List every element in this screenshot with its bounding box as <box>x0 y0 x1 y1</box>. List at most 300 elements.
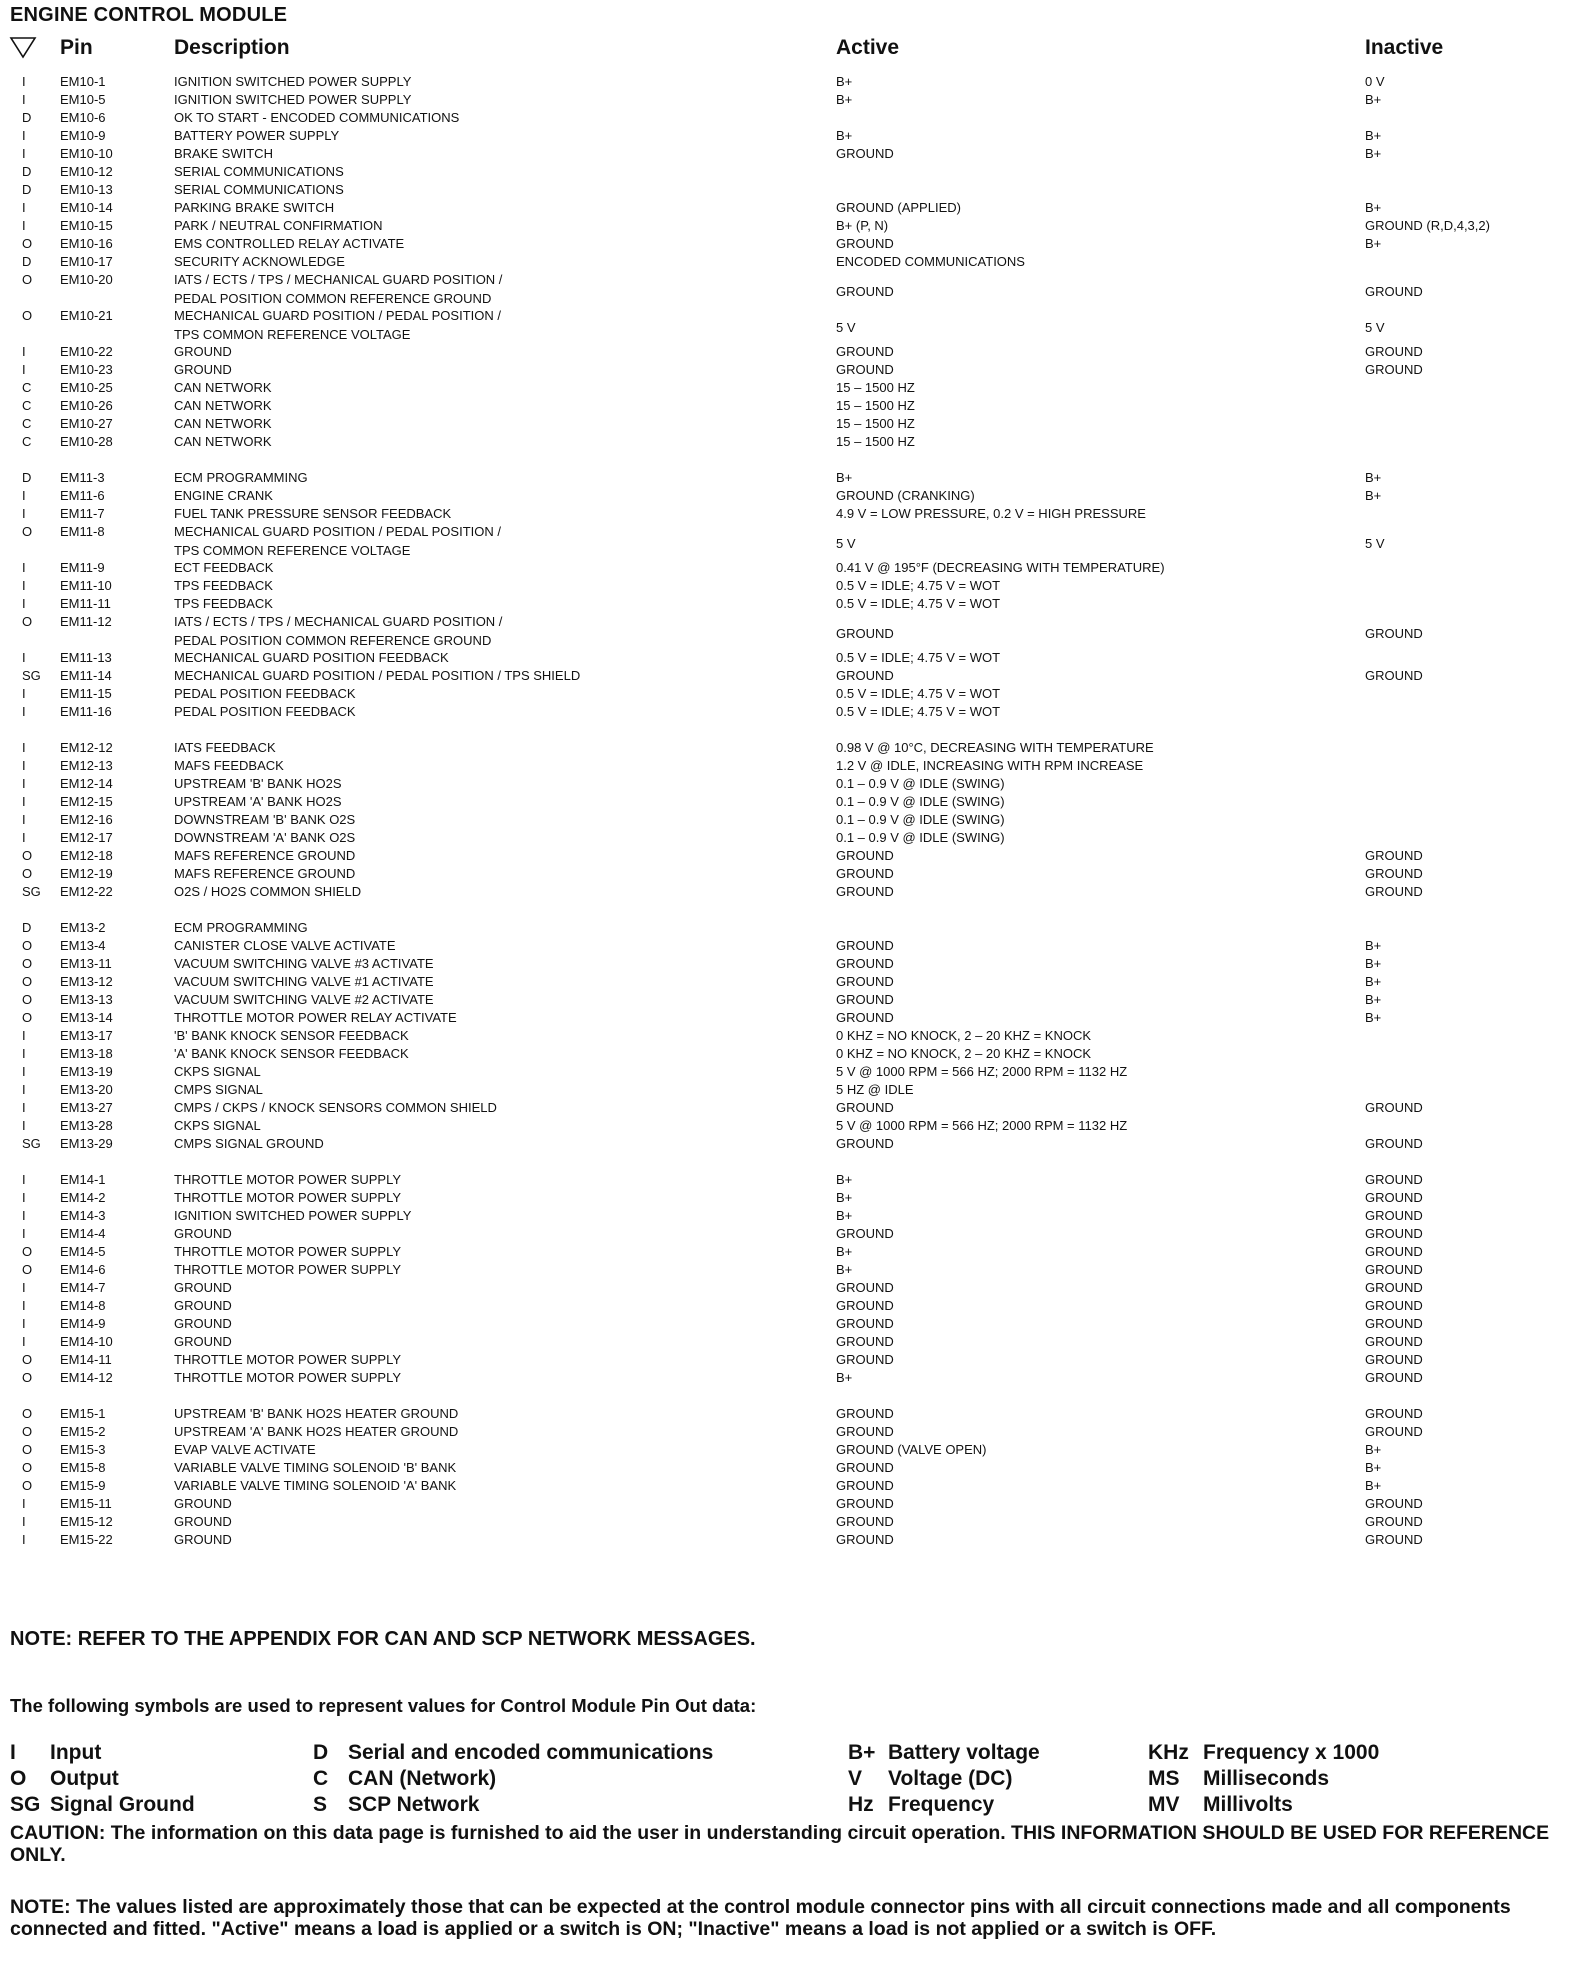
table-row <box>8 270 1578 306</box>
pin-description: PARK / NEUTRAL CONFIRMATION <box>174 218 383 233</box>
pin-type: O <box>22 1424 33 1439</box>
table-row <box>8 1188 1578 1206</box>
legend-item <box>313 1766 713 1792</box>
table-row <box>8 828 1578 846</box>
pin-type: O <box>22 614 33 629</box>
pin-id: EM10-1 <box>60 74 106 89</box>
table-row <box>8 72 1578 90</box>
pin-id: EM14-4 <box>60 1226 106 1241</box>
pin-type: D <box>22 182 32 197</box>
table-row <box>8 648 1578 666</box>
pin-active: 0.1 – 0.9 V @ IDLE (SWING) <box>836 830 1005 845</box>
table-row <box>8 1044 1578 1062</box>
pin-type: D <box>22 164 32 179</box>
header-active: Active <box>836 36 900 59</box>
pin-active: GROUND <box>836 146 894 161</box>
pin-inactive: GROUND <box>1365 848 1423 863</box>
legend-item <box>1148 1766 1379 1792</box>
pin-id: EM10-13 <box>60 182 113 197</box>
pin-inactive: 0 V <box>1365 74 1385 89</box>
pin-id: EM12-13 <box>60 758 113 773</box>
pin-id: EM12-19 <box>60 866 113 881</box>
pin-id: EM10-26 <box>60 398 113 413</box>
pin-type: D <box>22 254 32 269</box>
pin-active: 15 – 1500 HZ <box>836 434 915 449</box>
pin-inactive: 5 V <box>1365 320 1385 335</box>
pin-id: EM13-4 <box>60 938 106 953</box>
pin-type: SG <box>22 1136 41 1151</box>
pin-active: 0 KHZ = NO KNOCK, 2 – 20 KHZ = KNOCK <box>836 1046 1092 1061</box>
pin-active: 15 – 1500 HZ <box>836 380 915 395</box>
pin-id: EM15-11 <box>60 1496 112 1511</box>
pin-description: DOWNSTREAM 'B' BANK O2S <box>174 812 356 827</box>
legend-symbol: I <box>10 1741 16 1764</box>
pin-type: I <box>22 1064 26 1079</box>
pin-active: 5 V @ 1000 RPM = 566 HZ; 2000 RPM = 1132 HZ <box>836 1064 1128 1079</box>
pin-inactive: GROUND <box>1365 1190 1423 1205</box>
legend-item <box>10 1766 195 1792</box>
pin-description: VARIABLE VALVE TIMING SOLENOID 'B' BANK <box>174 1460 457 1475</box>
pin-inactive: GROUND <box>1365 1370 1423 1385</box>
pin-active: GROUND <box>836 884 894 899</box>
pin-inactive: GROUND <box>1365 1496 1423 1511</box>
pin-active: GROUND <box>836 992 894 1007</box>
pin-active: 4.9 V = LOW PRESSURE, 0.2 V = HIGH PRESSURE <box>836 506 1146 521</box>
pin-description: GROUND <box>174 1334 232 1349</box>
pin-active: B+ <box>836 1262 853 1277</box>
pin-id: EM15-2 <box>60 1424 106 1439</box>
pin-active: GROUND <box>836 626 894 641</box>
header-pin: Pin <box>60 36 93 59</box>
pin-id: EM10-12 <box>60 164 113 179</box>
pin-active: B+ <box>836 128 853 143</box>
pin-active: GROUND <box>836 866 894 881</box>
table-row <box>8 972 1578 990</box>
pin-type: I <box>22 1208 26 1223</box>
pin-type: I <box>22 1514 26 1529</box>
pin-id: EM13-2 <box>60 920 106 935</box>
pin-id: EM13-19 <box>60 1064 113 1079</box>
pin-inactive: B+ <box>1365 128 1382 143</box>
legend-column <box>848 1740 1040 1818</box>
pin-id: EM14-3 <box>60 1208 106 1223</box>
table-row <box>8 1512 1578 1530</box>
pin-id: EM14-2 <box>60 1190 106 1205</box>
pin-type: I <box>22 1316 26 1331</box>
pin-active: GROUND <box>836 1298 894 1313</box>
symbols-intro: The following symbols are used to represent values for Control Module Pin Out data: <box>10 1695 757 1716</box>
table-row <box>8 684 1578 702</box>
pin-inactive: GROUND <box>1365 344 1423 359</box>
pin-description: CAN NETWORK <box>174 380 272 395</box>
table-row <box>8 702 1578 720</box>
pin-description: MAFS FEEDBACK <box>174 758 284 773</box>
pin-id: EM10-9 <box>60 128 106 143</box>
pin-id: EM10-20 <box>60 272 113 287</box>
pin-type: I <box>22 1190 26 1205</box>
legend-meaning: Serial and encoded communications <box>348 1741 714 1764</box>
legend-column <box>10 1740 195 1818</box>
pin-type: I <box>22 92 26 107</box>
table-row <box>8 378 1578 396</box>
pin-id: EM10-22 <box>60 344 113 359</box>
pin-description: PARKING BRAKE SWITCH <box>174 200 335 215</box>
pin-description: BATTERY POWER SUPPLY <box>174 128 340 143</box>
pin-description: GROUND <box>174 1280 232 1295</box>
pin-type: O <box>22 1244 33 1259</box>
pin-active: GROUND <box>836 1316 894 1331</box>
pin-active: GROUND <box>836 1280 894 1295</box>
pin-inactive: B+ <box>1365 470 1382 485</box>
pin-id: EM15-3 <box>60 1442 106 1457</box>
pin-inactive: B+ <box>1365 938 1382 953</box>
pin-active: GROUND <box>836 1478 894 1493</box>
pin-active: GROUND <box>836 236 894 251</box>
pin-id: EM11-3 <box>60 470 105 485</box>
legend-meaning: Milliseconds <box>1203 1767 1330 1790</box>
pin-inactive: GROUND <box>1365 1226 1423 1241</box>
caution-text: CAUTION: The information on this data page is furnished to aid the user in understanding circuit operation. THIS INFORMATION SHOULD BE USED FOR REFERENCE ONLY. <box>10 1822 1550 1866</box>
pin-type: D <box>22 470 32 485</box>
pin-description: UPSTREAM 'A' BANK HO2S HEATER GROUND <box>174 1424 459 1439</box>
table-row <box>8 576 1578 594</box>
legend-symbol: SG <box>10 1793 41 1816</box>
pin-type: D <box>22 920 32 935</box>
pin-type: C <box>22 398 32 413</box>
pin-id: EM14-6 <box>60 1262 106 1277</box>
table-row <box>8 522 1578 558</box>
pin-type: C <box>22 380 32 395</box>
pin-type: O <box>22 992 33 1007</box>
pin-description: 'A' BANK KNOCK SENSOR FEEDBACK <box>174 1046 409 1061</box>
header-description: Description <box>174 36 290 59</box>
pin-active: 0.1 – 0.9 V @ IDLE (SWING) <box>836 794 1005 809</box>
pin-active: 0.1 – 0.9 V @ IDLE (SWING) <box>836 776 1005 791</box>
pin-id: EM11-14 <box>60 668 112 683</box>
table-row <box>8 1440 1578 1458</box>
pin-description: CMPS / CKPS / KNOCK SENSORS COMMON SHIELD <box>174 1100 497 1115</box>
pin-active: 0.41 V @ 195°F (DECREASING WITH TEMPERATURE) <box>836 560 1165 575</box>
table-row <box>8 468 1578 486</box>
pin-type: I <box>22 830 26 845</box>
pin-id: EM14-12 <box>60 1370 113 1385</box>
pin-id: EM11-15 <box>60 686 112 701</box>
pin-active: 5 HZ @ IDLE <box>836 1082 914 1097</box>
pin-inactive: GROUND <box>1365 1100 1423 1115</box>
pin-inactive: B+ <box>1365 1010 1382 1025</box>
table-row <box>8 882 1578 900</box>
pin-type: I <box>22 1082 26 1097</box>
pin-id: EM12-15 <box>60 794 113 809</box>
legend-meaning: Frequency x 1000 <box>1203 1741 1380 1764</box>
table-row <box>8 414 1578 432</box>
pin-inactive: GROUND <box>1365 1352 1423 1367</box>
pin-id: EM15-1 <box>60 1406 106 1421</box>
legend-meaning: SCP Network <box>348 1793 480 1816</box>
pin-active: 0.5 V = IDLE; 4.75 V = WOT <box>836 650 1001 665</box>
pin-type: I <box>22 1172 26 1187</box>
pin-active: GROUND <box>836 1460 894 1475</box>
pin-id: EM10-17 <box>60 254 113 269</box>
table-row <box>8 1296 1578 1314</box>
pin-id: EM11-7 <box>60 506 105 521</box>
pin-id: EM11-8 <box>60 524 105 539</box>
pin-description: IATS / ECTS / TPS / MECHANICAL GUARD POSITION / PEDAL POSITION COMMON REFERENCE GROUND <box>174 272 503 306</box>
pin-active: GROUND <box>836 956 894 971</box>
pin-active: 5 V <box>836 536 856 551</box>
pin-type: SG <box>22 884 41 899</box>
legend-item <box>313 1792 713 1818</box>
pin-id: EM10-23 <box>60 362 113 377</box>
pin-id: EM13-11 <box>60 956 112 971</box>
pin-description: ECT FEEDBACK <box>174 560 274 575</box>
pin-id: EM10-5 <box>60 92 106 107</box>
table-row <box>8 1026 1578 1044</box>
table-row <box>8 504 1578 522</box>
pin-active: GROUND <box>836 362 894 377</box>
pin-type: O <box>22 1442 33 1457</box>
pin-active: GROUND <box>836 974 894 989</box>
pin-description: IGNITION SWITCHED POWER SUPPLY <box>174 74 412 89</box>
table-row <box>8 144 1578 162</box>
legend-symbol: C <box>313 1767 329 1790</box>
legend-symbol: S <box>313 1793 328 1816</box>
pin-type: I <box>22 1334 26 1349</box>
legend-item <box>1148 1740 1379 1766</box>
pin-active: 5 V <box>836 320 856 335</box>
pin-id: EM12-18 <box>60 848 113 863</box>
pin-id: EM15-22 <box>60 1532 113 1547</box>
pin-type: D <box>22 110 32 125</box>
table-row <box>8 1314 1578 1332</box>
pin-id: EM13-12 <box>60 974 113 989</box>
pin-inactive: GROUND <box>1365 1532 1423 1547</box>
pin-id: EM10-16 <box>60 236 113 251</box>
pin-active: GROUND <box>836 284 894 299</box>
pin-description: MECHANICAL GUARD POSITION / PEDAL POSITION / TPS SHIELD <box>174 668 581 683</box>
pin-description: OK TO START - ENCODED COMMUNICATIONS <box>174 110 460 125</box>
pin-inactive: GROUND <box>1365 1244 1423 1259</box>
table-row <box>8 180 1578 198</box>
pin-inactive: B+ <box>1365 200 1382 215</box>
legend-meaning: Frequency <box>888 1793 995 1816</box>
pin-id: EM14-5 <box>60 1244 106 1259</box>
pin-active: 0.98 V @ 10°C, DECREASING WITH TEMPERATURE <box>836 740 1154 755</box>
pin-active: B+ <box>836 1172 853 1187</box>
pin-id: EM10-6 <box>60 110 106 125</box>
pin-inactive: B+ <box>1365 92 1382 107</box>
pin-active: GROUND <box>836 1100 894 1115</box>
table-row <box>8 666 1578 684</box>
pin-inactive: B+ <box>1365 1478 1382 1493</box>
pin-type: I <box>22 146 26 161</box>
table-row <box>8 1458 1578 1476</box>
pin-type: I <box>22 1496 26 1511</box>
pin-id: EM15-12 <box>60 1514 113 1529</box>
pin-description: THROTTLE MOTOR POWER SUPPLY <box>174 1262 402 1277</box>
pin-description: THROTTLE MOTOR POWER RELAY ACTIVATE <box>174 1010 457 1025</box>
table-row <box>8 1008 1578 1026</box>
pin-id: EM11-6 <box>60 488 105 503</box>
table-row <box>8 108 1578 126</box>
pin-description: MECHANICAL GUARD POSITION / PEDAL POSITION / TPS COMMON REFERENCE VOLTAGE <box>174 524 501 558</box>
pin-id: EM11-13 <box>60 650 112 665</box>
pin-description: UPSTREAM 'B' BANK HO2S <box>174 776 342 791</box>
table-row <box>8 1260 1578 1278</box>
pin-description: SERIAL COMMUNICATIONS <box>174 164 344 179</box>
pin-type: I <box>22 1028 26 1043</box>
pin-id: EM13-28 <box>60 1118 113 1133</box>
pin-description: GROUND <box>174 1226 232 1241</box>
pin-active: B+ (P, N) <box>836 218 889 233</box>
pin-active: B+ <box>836 1190 853 1205</box>
triangle-down-icon <box>8 34 38 60</box>
pin-type: O <box>22 272 33 287</box>
pin-table <box>8 72 1578 1548</box>
pin-description: 'B' BANK KNOCK SENSOR FEEDBACK <box>174 1028 409 1043</box>
pin-inactive: B+ <box>1365 974 1382 989</box>
pin-description: UPSTREAM 'A' BANK HO2S <box>174 794 342 809</box>
table-row <box>8 1224 1578 1242</box>
network-note: NOTE: REFER TO THE APPENDIX FOR CAN AND SCP NETWORK MESSAGES. <box>10 1628 756 1650</box>
table-row <box>8 810 1578 828</box>
pin-type: I <box>22 200 26 215</box>
pin-description: THROTTLE MOTOR POWER SUPPLY <box>174 1190 402 1205</box>
pin-description: MECHANICAL GUARD POSITION FEEDBACK <box>174 650 449 665</box>
pin-description: IGNITION SWITCHED POWER SUPPLY <box>174 1208 412 1223</box>
pin-active: GROUND <box>836 668 894 683</box>
pin-type: O <box>22 848 33 863</box>
table-row <box>8 774 1578 792</box>
table-row <box>8 1368 1578 1386</box>
pin-id: EM10-28 <box>60 434 113 449</box>
pin-type: O <box>22 974 33 989</box>
table-row <box>8 252 1578 270</box>
pin-id: EM14-9 <box>60 1316 106 1331</box>
pin-description: THROTTLE MOTOR POWER SUPPLY <box>174 1172 402 1187</box>
pin-inactive: GROUND <box>1365 866 1423 881</box>
pin-inactive: GROUND <box>1365 1424 1423 1439</box>
legend-symbol: Hz <box>848 1793 874 1816</box>
values-note: NOTE: The values listed are approximately those that can be expected at the control module connector pins with all circuit connections made and all components connected and fitted. "Active" means a load is applied or a switch is ON; "Inactive" means a load is not applied or a switch is OFF. <box>10 1896 1511 1940</box>
legend-meaning: Voltage (DC) <box>888 1767 1013 1790</box>
legend-meaning: Millivolts <box>1203 1793 1293 1816</box>
table-row <box>8 756 1578 774</box>
table-row <box>8 1476 1578 1494</box>
pin-id: EM11-16 <box>60 704 112 719</box>
pin-type: O <box>22 1010 33 1025</box>
pin-active: 0 KHZ = NO KNOCK, 2 – 20 KHZ = KNOCK <box>836 1028 1092 1043</box>
pin-description: TPS FEEDBACK <box>174 578 273 593</box>
pin-description: VACUUM SWITCHING VALVE #1 ACTIVATE <box>174 974 434 989</box>
pin-inactive: 5 V <box>1365 536 1385 551</box>
table-row <box>8 126 1578 144</box>
pin-type: O <box>22 1262 33 1277</box>
pin-id: EM10-27 <box>60 416 113 431</box>
pin-description: TPS FEEDBACK <box>174 596 273 611</box>
pin-description: MAFS REFERENCE GROUND <box>174 866 356 881</box>
table-row <box>8 342 1578 360</box>
table-row <box>8 594 1578 612</box>
pin-description: GROUND <box>174 1298 232 1313</box>
pin-description: EVAP VALVE ACTIVATE <box>174 1442 316 1457</box>
pin-active: GROUND <box>836 938 894 953</box>
pin-description: PEDAL POSITION FEEDBACK <box>174 686 356 701</box>
pin-active: ENCODED COMMUNICATIONS <box>836 254 1025 269</box>
pin-type: I <box>22 776 26 791</box>
pin-type: O <box>22 1352 33 1367</box>
pin-description: THROTTLE MOTOR POWER SUPPLY <box>174 1370 402 1385</box>
legend-meaning: Battery voltage <box>888 1741 1040 1764</box>
pin-id: EM11-10 <box>60 578 112 593</box>
table-row <box>8 1134 1578 1152</box>
pin-description: CAN NETWORK <box>174 416 272 431</box>
pin-active: 0.5 V = IDLE; 4.75 V = WOT <box>836 704 1001 719</box>
legend-symbol: MS <box>1148 1767 1180 1790</box>
table-row <box>8 162 1578 180</box>
pin-active: GROUND <box>836 1226 894 1241</box>
pin-inactive: GROUND <box>1365 284 1423 299</box>
pin-type: O <box>22 1406 33 1421</box>
pin-type: I <box>22 344 26 359</box>
pin-active: GROUND <box>836 344 894 359</box>
pin-description: BRAKE SWITCH <box>174 146 273 161</box>
legend-meaning: Input <box>50 1741 102 1764</box>
table-row <box>8 198 1578 216</box>
legend-symbol: D <box>313 1741 329 1764</box>
legend-item <box>848 1740 1040 1766</box>
pin-type: O <box>22 308 33 323</box>
legend-meaning: Output <box>50 1767 119 1790</box>
pin-id: EM15-8 <box>60 1460 106 1475</box>
pin-description: MAFS REFERENCE GROUND <box>174 848 356 863</box>
pin-type: O <box>22 1478 33 1493</box>
pin-description: GROUND <box>174 1496 232 1511</box>
pin-active: GROUND <box>836 1532 894 1547</box>
pin-description: EMS CONTROLLED RELAY ACTIVATE <box>174 236 405 251</box>
table-row <box>8 1116 1578 1134</box>
pin-inactive: GROUND <box>1365 626 1423 641</box>
legend-meaning: CAN (Network) <box>348 1767 497 1790</box>
pin-inactive: GROUND <box>1365 1514 1423 1529</box>
pin-id: EM12-22 <box>60 884 113 899</box>
pin-active: GROUND (APPLIED) <box>836 200 961 215</box>
pin-active: 15 – 1500 HZ <box>836 398 915 413</box>
pin-id: EM13-14 <box>60 1010 113 1025</box>
pin-type: I <box>22 560 26 575</box>
table-row <box>8 918 1578 936</box>
pin-type: O <box>22 524 33 539</box>
pin-description: ECM PROGRAMMING <box>174 470 308 485</box>
table-row <box>8 1080 1578 1098</box>
table-row <box>8 738 1578 756</box>
legend-item <box>848 1766 1040 1792</box>
pin-type: I <box>22 650 26 665</box>
pin-type: C <box>22 416 32 431</box>
legend-item <box>10 1740 195 1766</box>
table-row <box>8 954 1578 972</box>
pin-description: ECM PROGRAMMING <box>174 920 308 935</box>
pin-description: CMPS SIGNAL <box>174 1082 263 1097</box>
pin-active: 0.5 V = IDLE; 4.75 V = WOT <box>836 686 1001 701</box>
table-row <box>8 1422 1578 1440</box>
pin-description: FUEL TANK PRESSURE SENSOR FEEDBACK <box>174 506 452 521</box>
table-row <box>8 846 1578 864</box>
pin-id: EM13-17 <box>60 1028 113 1043</box>
legend-symbol: V <box>848 1767 863 1790</box>
pin-id: EM12-16 <box>60 812 113 827</box>
pin-type: SG <box>22 668 41 683</box>
